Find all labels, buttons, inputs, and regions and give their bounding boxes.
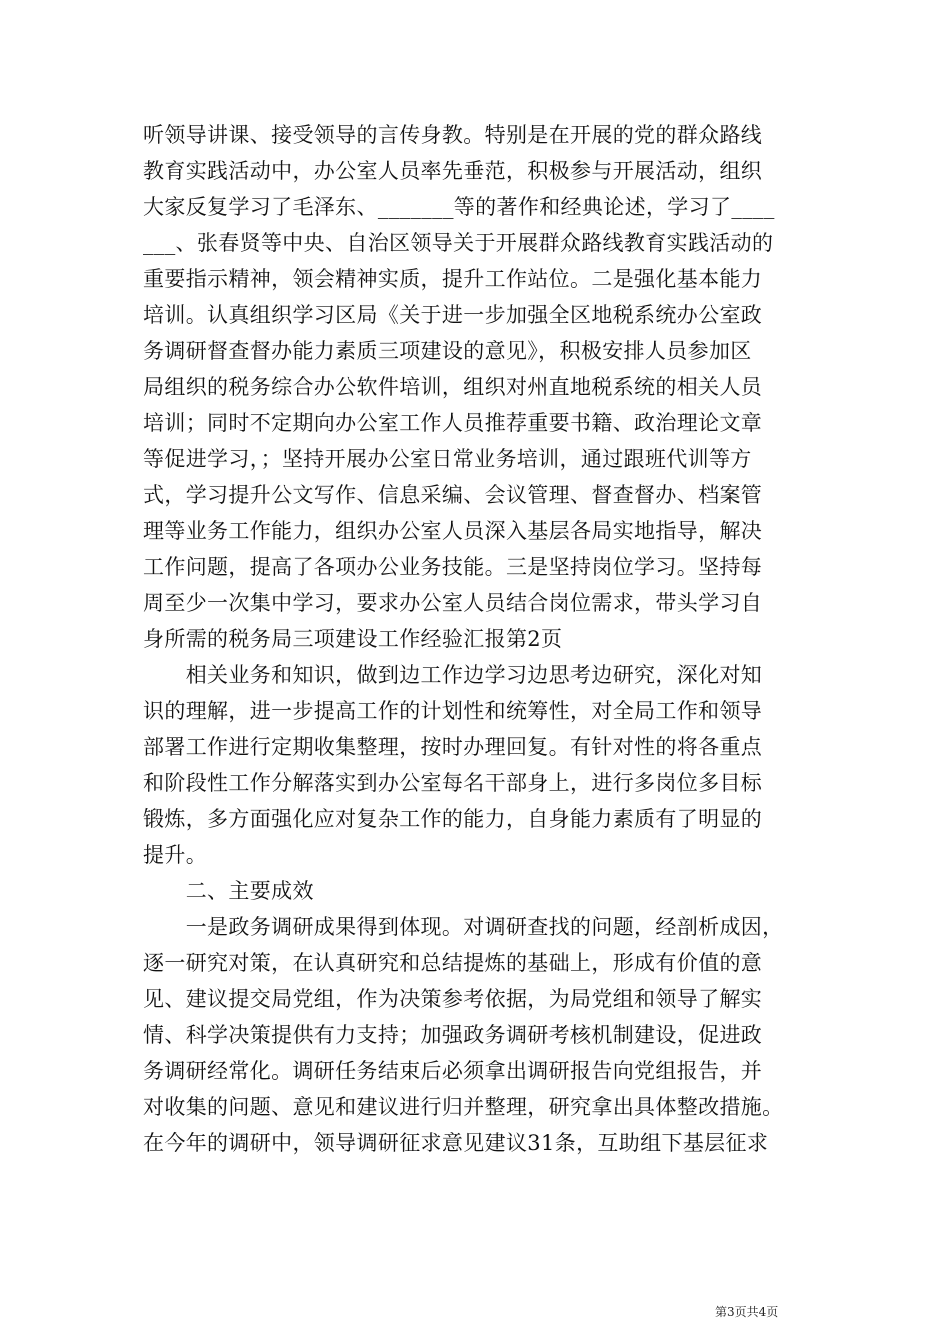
text-line: 教育实践活动中，办公室人员率先垂范，积极参与开展活动，组织 (143, 159, 763, 183)
text-line: 见、建议提交局党组，作为决策参考依据，为局党组和领导了解实 (143, 987, 763, 1011)
text-line: 周至少一次集中学习，要求办公室人员结合岗位需求，带头学习自 (143, 591, 763, 615)
text-line: 识的理解，进一步提高工作的计划性和统筹性，对全局工作和领导 (143, 699, 763, 723)
text-line: 务调研督查督办能力素质三项建设的意见》，积极安排人员参加区 (143, 339, 752, 363)
text-line: 重要指示精神，领会精神实质，提升工作站位。二是强化基本能力 (143, 267, 763, 291)
text-line: 情、科学决策提供有力支持；加强政务调研考核机制建设，促进政 (143, 1023, 763, 1047)
text-line: 相关业务和知识，做到边工作边学习边思考边研究，深化对知 (143, 663, 763, 687)
text-line: 部署工作进行定期收集整理，按时办理回复。有针对性的将各重点 (143, 735, 763, 759)
text-line: 一是政务调研成果得到体现。对调研查找的问题，经剖析成因， (143, 915, 784, 939)
text-line: 逐一研究对策，在认真研究和总结提炼的基础上，形成有价值的意 (143, 951, 763, 975)
text-line: 对收集的问题、意见和建议进行归并整理，研究拿出具体整改措施。 (143, 1095, 784, 1119)
text-line: 局组织的税务综合办公软件培训，组织对州直地税系统的相关人员 (143, 375, 763, 399)
text-line: 等促进学习，；坚持开展办公室日常业务培训，通过跟班代训等方 (143, 447, 752, 471)
text-line: 和阶段性工作分解落实到办公室每名干部身上，进行多岗位多目标 (143, 771, 763, 795)
text-line: 理等业务工作能力，组织办公室人员深入基层各局实地指导，解决 (143, 519, 763, 543)
text-line: ___、张春贤等中央、自治区领导关于开展群众路线教育实践活动的 (143, 231, 774, 255)
text-line: 二、主要成效 (143, 879, 314, 903)
text-line: 听领导讲课、接受领导的言传身教。特别是在开展的党的群众路线 (143, 123, 763, 147)
text-line: 培训。认真组织学习区局《关于进一步加强全区地税系统办公室政 (143, 303, 763, 327)
text-line: 在今年的调研中，领导调研征求意见建议31条，互助组下基层征求 (143, 1131, 769, 1155)
document-body (143, 117, 807, 1161)
text-line: 大家反复学习了毛泽东、_______等的著作和经典论述，学习了____ (143, 195, 775, 219)
text-line: 式，学习提升公文写作、信息采编、会议管理、督查督办、档案管 (143, 483, 763, 507)
page-number-footer: 第3页共4页 (715, 1305, 779, 1319)
text-line: 身所需的税务局三项建设工作经验汇报第2页 (143, 627, 563, 651)
text-line: 工作问题，提高了各项办公业务技能。三是坚持岗位学习。坚持每 (143, 555, 763, 579)
text-line: 培训；同时不定期向办公室工作人员推荐重要书籍、政治理论文章 (143, 411, 763, 435)
text-line: 锻炼，多方面强化应对复杂工作的能力，自身能力素质有了明显的 (143, 807, 763, 831)
text-line: 提升。 (143, 843, 208, 867)
text-line: 务调研经常化。调研任务结束后必须拿出调研报告向党组报告，并 (143, 1059, 763, 1083)
